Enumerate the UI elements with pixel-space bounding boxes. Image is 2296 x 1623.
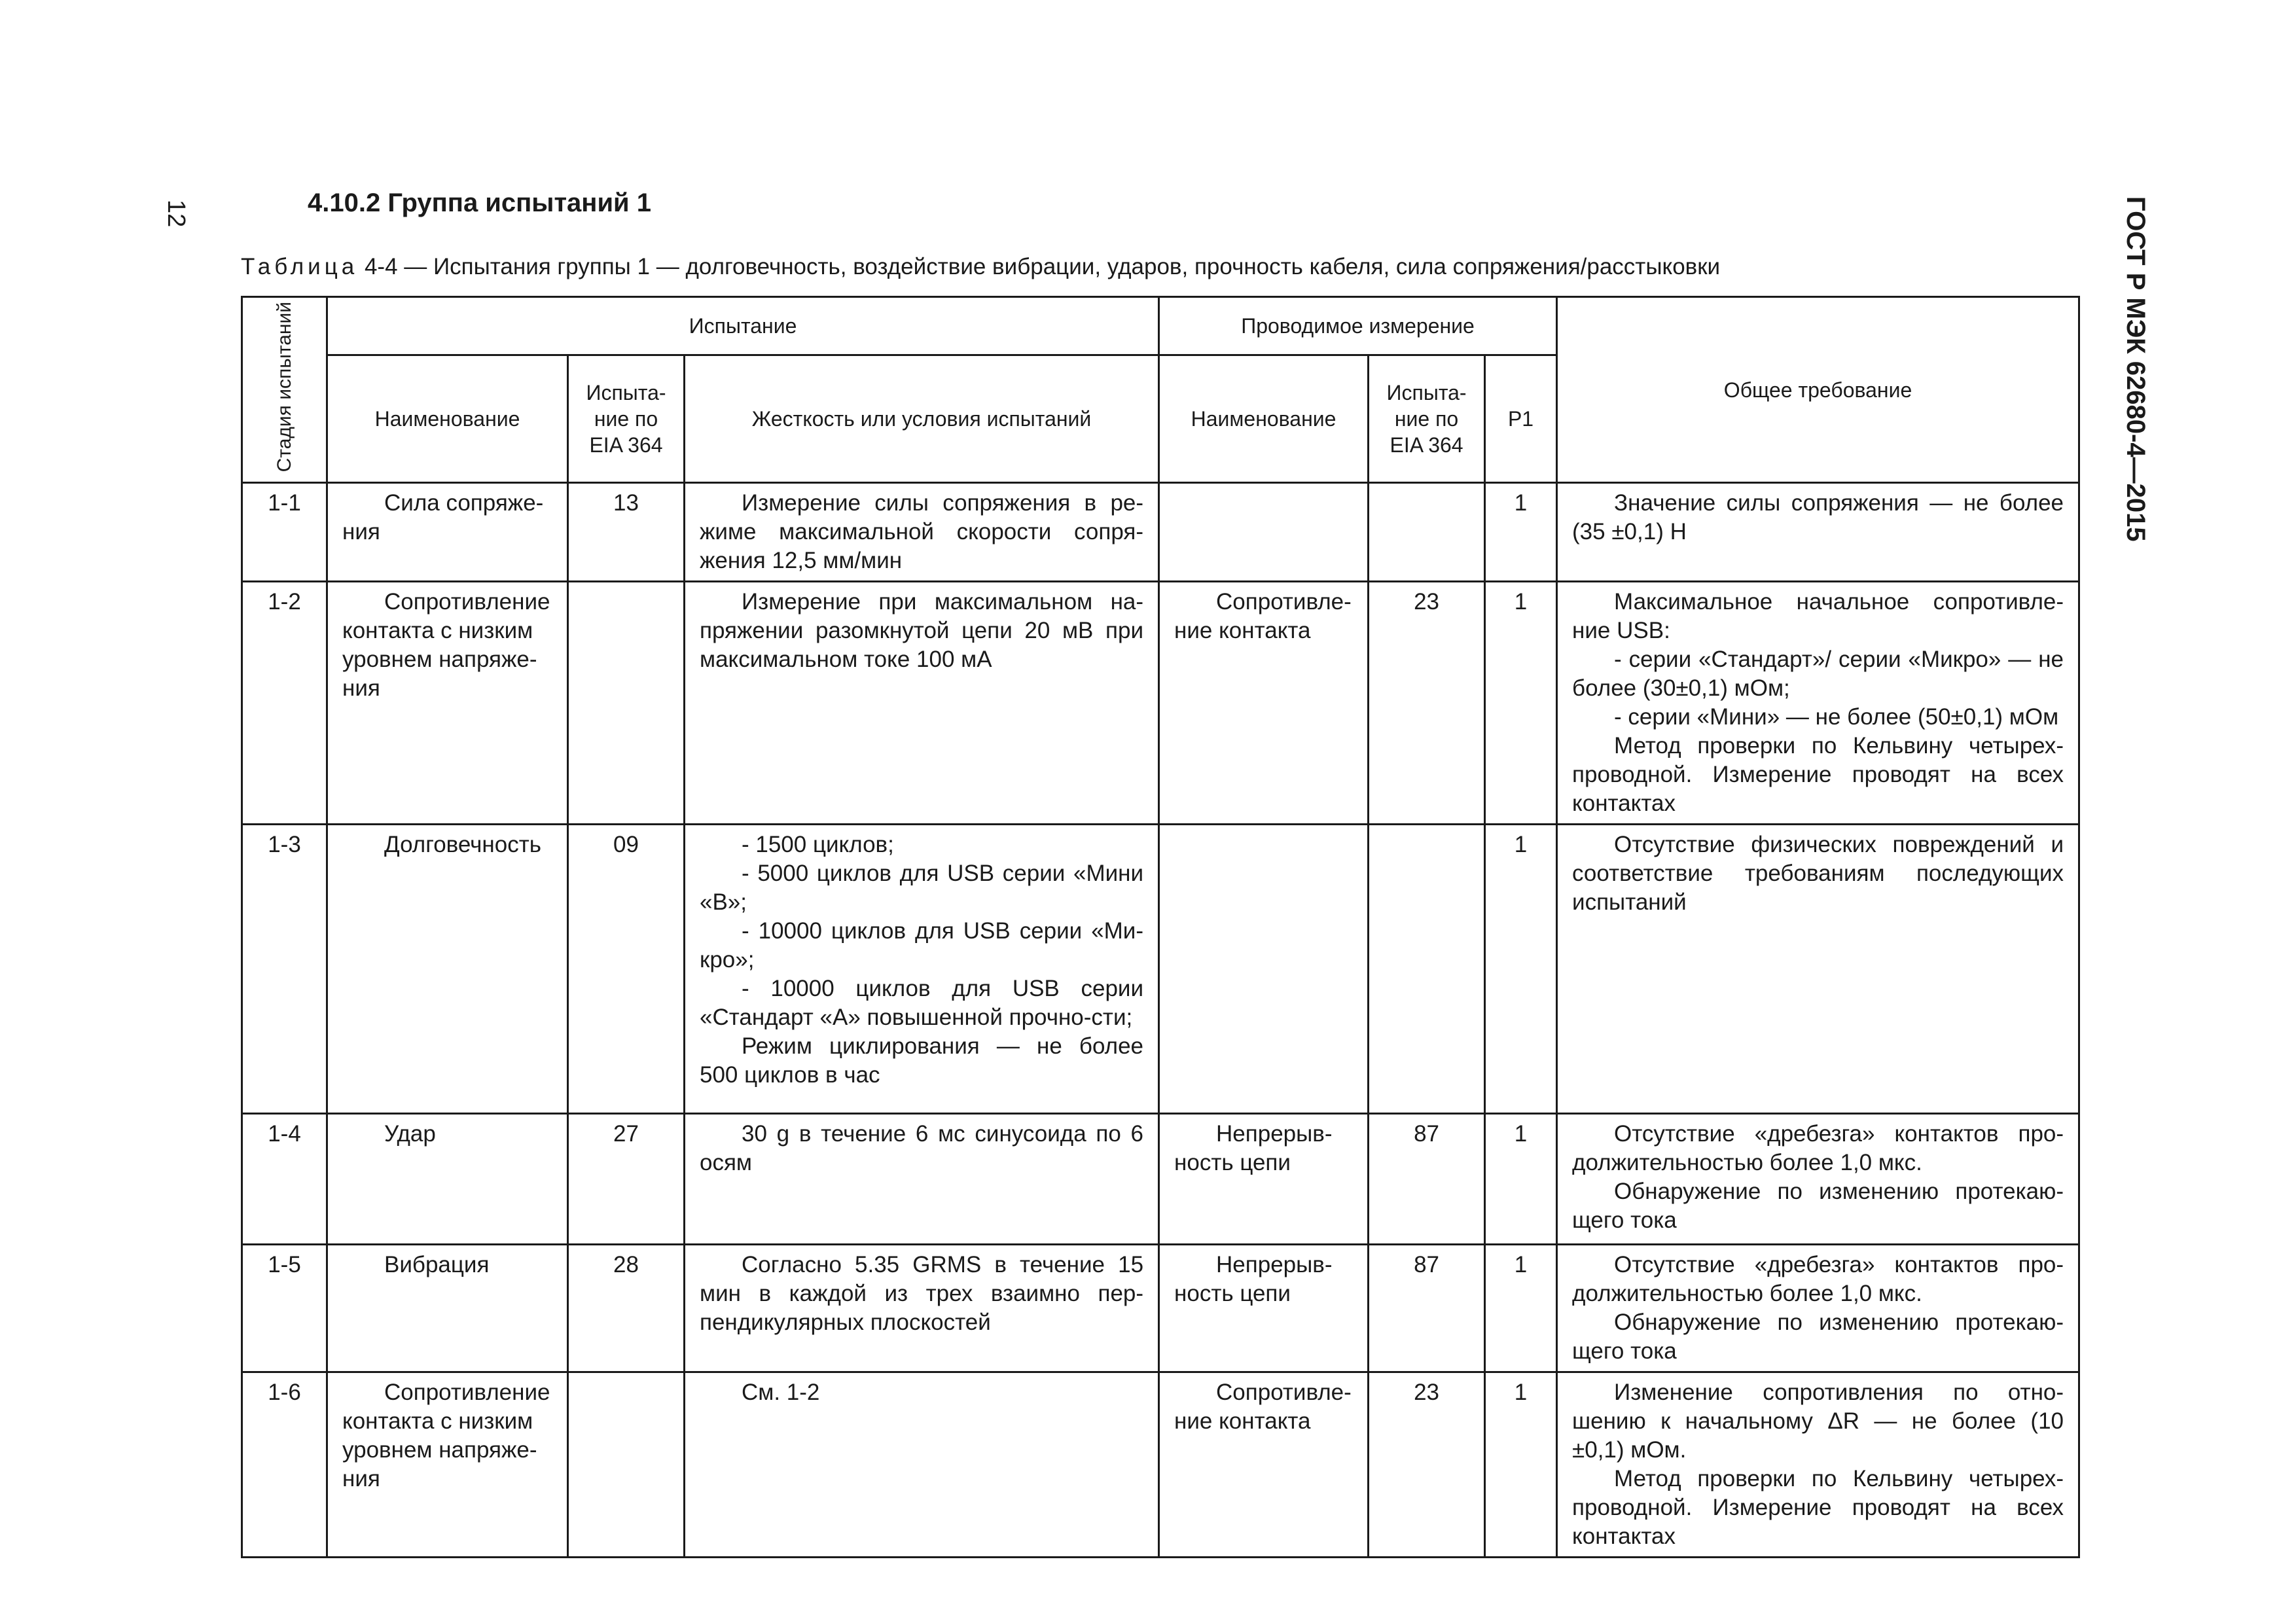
requirement-cell-paragraph: Обнаружение по изменению протекаю-щего тока xyxy=(1572,1310,2064,1364)
severity-cell-paragraph: Измерение силы сопряжения в ре-жиме максимальной скорости сопря-жения 12,5 мм/мин xyxy=(700,490,1144,574)
test-name-cell: Удар xyxy=(327,1114,568,1245)
table-row xyxy=(242,1114,2079,1245)
requirement-cell-paragraph: Обнаружение по изменению протекаю-щего тока xyxy=(1572,1179,2064,1234)
requirement-cell-paragraph: Метод проверки по Кельвину четырех-проводной. Измерение проводят на всех контактах xyxy=(1572,1466,2064,1550)
severity-cell-paragraph: Режим циклирования — не более 500 циклов в час xyxy=(700,1033,1144,1088)
measurement-name-cell: Сопротивле-ние контакта xyxy=(1159,1372,1369,1558)
test-group-table xyxy=(241,296,2080,1558)
table-row xyxy=(242,1372,2079,1558)
test-eia-cell: 27 xyxy=(568,1114,685,1245)
severity-cell-paragraph: См. 1-2 xyxy=(742,1380,820,1406)
requirement-cell-paragraph: Значение силы сопряжения — не более (35 ±0,1) Н xyxy=(1572,490,2064,545)
severity-cell-paragraph: - 10000 циклов для USB серии «Ми-кро»; xyxy=(700,918,1144,973)
severity-cell xyxy=(685,1372,1159,1558)
p1-cell: 1 xyxy=(1485,1114,1557,1245)
table-caption-label: Таблица xyxy=(241,254,359,279)
measurement-name-cell xyxy=(1159,825,1369,1114)
severity-cell xyxy=(685,483,1159,582)
requirement-cell xyxy=(1557,1114,2079,1245)
test-eia-cell: 09 xyxy=(568,825,685,1114)
table-caption xyxy=(241,254,1720,280)
requirement-cell xyxy=(1557,1245,2079,1372)
document-code-header: ГОСТ Р МЭК 62680-4—2015 xyxy=(2121,196,2150,542)
measurement-eia-cell: 23 xyxy=(1369,582,1485,825)
severity-cell-paragraph: - 1500 циклов; xyxy=(742,832,894,858)
test-name-cell: Вибрация xyxy=(327,1245,568,1372)
measurement-eia-cell: 87 xyxy=(1369,1245,1485,1372)
stage-cell: 1-4 xyxy=(242,1114,327,1245)
section-title: 4.10.2 Группа испытаний 1 xyxy=(308,188,651,217)
header-test-eia: Испыта-ние по EIA 364 xyxy=(568,355,685,483)
p1-cell: 1 xyxy=(1485,582,1557,825)
severity-cell xyxy=(685,825,1159,1114)
table-body xyxy=(242,483,2079,1558)
header-measurement-group: Проводимое измерение xyxy=(1159,297,1557,355)
header-measurement-name: Наименование xyxy=(1159,355,1369,483)
severity-cell-paragraph: Согласно 5.35 GRMS в течение 15 мин в каждой из трех взаимно пер-пендикулярных плоскостей xyxy=(700,1252,1144,1336)
measurement-eia-cell xyxy=(1369,825,1485,1114)
requirement-cell-paragraph: Изменение сопротивления по отно-шению к начальному ΔR — не более (10 ±0,1) мОм. xyxy=(1572,1380,2064,1463)
stage-cell: 1-3 xyxy=(242,825,327,1114)
test-eia-cell xyxy=(568,1372,685,1558)
p1-cell: 1 xyxy=(1485,1372,1557,1558)
stage-cell: 1-1 xyxy=(242,483,327,582)
header-row-top xyxy=(242,297,2079,355)
header-p1: P1 xyxy=(1485,355,1557,483)
test-name-cell: Сопротивление контакта с низким уровнем напряже-ния xyxy=(327,1372,568,1558)
test-name-cell: Долговечность xyxy=(327,825,568,1114)
severity-cell-paragraph: - 5000 циклов для USB серии «Мини «В»; xyxy=(700,861,1144,916)
requirement-cell-paragraph: Отсутствие «дребезга» контактов про-должительностью более 1,0 мкс. xyxy=(1572,1252,2064,1307)
table-caption-text: 4-4 — Испытания группы 1 — долговечность, воздействие вибрации, ударов, прочность кабеля, сила сопряжения/расстыковки xyxy=(358,254,1721,279)
requirement-cell-paragraph: - серии «Мини» — не более (50±0,1) мОм xyxy=(1614,704,2059,730)
measurement-name-cell: Непрерыв-ность цепи xyxy=(1159,1114,1369,1245)
requirement-cell-paragraph: - серии «Стандарт»/ серии «Микро» — не более (30±0,1) мОм; xyxy=(1572,647,2064,702)
test-name-cell: Сопротивление контакта с низким уровнем напряже-ния xyxy=(327,582,568,825)
severity-cell xyxy=(685,1114,1159,1245)
header-test-group: Испытание xyxy=(327,297,1159,355)
stage-cell: 1-5 xyxy=(242,1245,327,1372)
stage-cell: 1-6 xyxy=(242,1372,327,1558)
severity-cell xyxy=(685,1245,1159,1372)
severity-cell-paragraph: Измерение при максимальном на-пряжении разомкнутой цепи 20 мВ при максимальном токе 100 мА xyxy=(700,589,1144,673)
requirement-cell-paragraph: Отсутствие «дребезга» контактов про-должительностью более 1,0 мкс. xyxy=(1572,1121,2064,1176)
test-name-cell: Сила сопряже-ния xyxy=(327,483,568,582)
requirement-cell xyxy=(1557,582,2079,825)
page-number: 12 xyxy=(162,200,190,228)
requirement-cell xyxy=(1557,825,2079,1114)
test-eia-cell: 28 xyxy=(568,1245,685,1372)
header-severity: Жесткость или условия испытаний xyxy=(685,355,1159,483)
measurement-name-cell xyxy=(1159,483,1369,582)
header-stage-label: Стадия испытаний xyxy=(273,302,295,473)
requirement-cell xyxy=(1557,1372,2079,1558)
header-test-name: Наименование xyxy=(327,355,568,483)
table-row xyxy=(242,1245,2079,1372)
requirement-cell-paragraph: Максимальное начальное сопротивле-ние USB: xyxy=(1572,589,2064,644)
measurement-eia-cell: 87 xyxy=(1369,1114,1485,1245)
header-measurement-eia: Испыта-ние по EIA 364 xyxy=(1369,355,1485,483)
measurement-eia-cell: 23 xyxy=(1369,1372,1485,1558)
measurement-name-cell: Сопротивле-ние контакта xyxy=(1159,582,1369,825)
test-eia-cell: 13 xyxy=(568,483,685,582)
requirement-cell-paragraph: Метод проверки по Кельвину четырех-проводной. Измерение проводят на всех контактах xyxy=(1572,733,2064,817)
severity-cell-paragraph: 30 g в течение 6 мс синусоида по 6 осям xyxy=(700,1121,1144,1176)
header-general-requirement: Общее требование xyxy=(1557,297,2079,483)
table-row xyxy=(242,582,2079,825)
measurement-name-cell: Непрерыв-ность цепи xyxy=(1159,1245,1369,1372)
requirement-cell xyxy=(1557,483,2079,582)
test-eia-cell xyxy=(568,582,685,825)
severity-cell-paragraph: - 10000 циклов для USB серии «Стандарт «А» повышенной прочно-сти; xyxy=(700,976,1144,1031)
severity-cell xyxy=(685,582,1159,825)
p1-cell: 1 xyxy=(1485,483,1557,582)
requirement-cell-paragraph: Отсутствие физических повреждений и соответствие требованиям последующих испытаний xyxy=(1572,832,2064,916)
p1-cell: 1 xyxy=(1485,825,1557,1114)
p1-cell: 1 xyxy=(1485,1245,1557,1372)
table-row xyxy=(242,483,2079,582)
header-stage xyxy=(242,297,327,483)
stage-cell: 1-2 xyxy=(242,582,327,825)
measurement-eia-cell xyxy=(1369,483,1485,582)
table-row xyxy=(242,825,2079,1114)
